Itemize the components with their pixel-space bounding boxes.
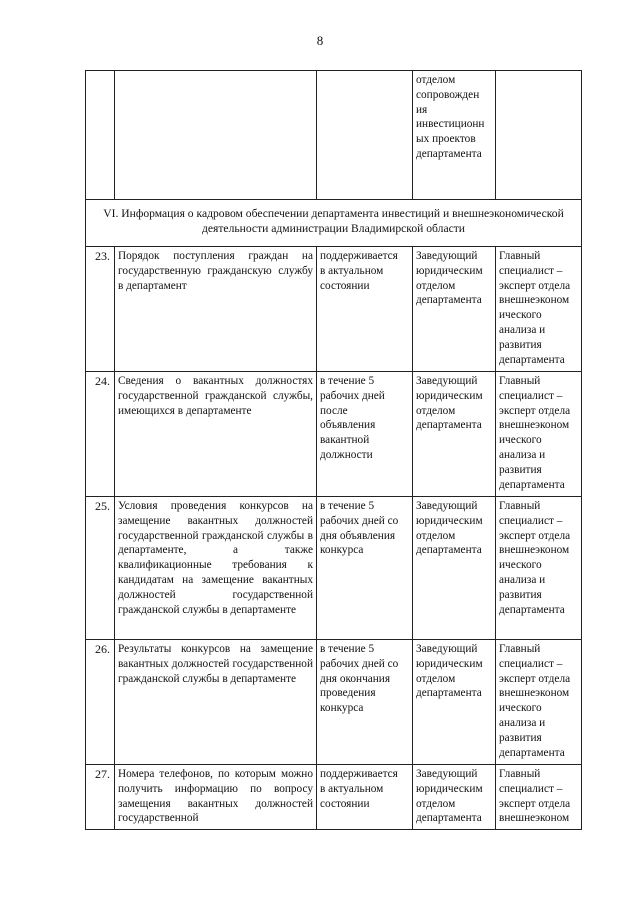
row-executor: Главный специалист – эксперт отдела внешнеэконом ического анализа и развития департамента bbox=[496, 372, 582, 497]
row-name: Условия проведения конкурсов на замещение вакантных должностей государственной гражданской службы в департаменте, а также квалификационные требования к кандидатам на замещение вакантных должностей государственной гражданской службы в департаменте bbox=[115, 497, 317, 640]
table-row bbox=[86, 640, 582, 765]
row-name: Порядок поступления граждан на государственную гражданскую службу в департамент bbox=[115, 247, 317, 372]
row-term: в течение 5 рабочих дней со дня окончания проведения конкурса bbox=[317, 640, 413, 765]
row-name: Сведения о вакантных должностях государственной гражданской службы, имеющихся в департаменте bbox=[115, 372, 317, 497]
cell-executor bbox=[496, 71, 582, 200]
row-term: поддерживается в актуальном состоянии bbox=[317, 247, 413, 372]
information-table bbox=[85, 70, 582, 830]
row-responsible: Заведующий юридическим отделом департамента bbox=[413, 247, 496, 372]
row-responsible: Заведующий юридическим отделом департамента bbox=[413, 372, 496, 497]
row-responsible: Заведующий юридическим отделом департамента bbox=[413, 497, 496, 640]
cell-num bbox=[86, 71, 115, 200]
row-responsible: Заведующий юридическим отделом департамента bbox=[413, 640, 496, 765]
table-row bbox=[86, 497, 582, 640]
table-row-continued bbox=[86, 71, 582, 200]
row-number: 23. bbox=[86, 247, 115, 372]
row-name: Результаты конкурсов на замещение вакантных должностей государственной гражданской службы в департаменте bbox=[115, 640, 317, 765]
row-executor: Главный специалист – эксперт отдела внешнеэконом ического анализа и развития департамента bbox=[496, 497, 582, 640]
table-row bbox=[86, 372, 582, 497]
row-term: поддерживается в актуальном состоянии bbox=[317, 765, 413, 830]
row-responsible: Заведующий юридическим отделом департамента bbox=[413, 765, 496, 830]
row-term: в течение 5 рабочих дней после объявления вакантной должности bbox=[317, 372, 413, 497]
cell-term bbox=[317, 71, 413, 200]
cell-responsible: отделом сопровожден ия инвестиционн ых проектов департамента bbox=[413, 71, 496, 200]
row-number: 27. bbox=[86, 765, 115, 830]
cell-name bbox=[115, 71, 317, 200]
row-executor: Главный специалист – эксперт отдела внешнеэконом bbox=[496, 765, 582, 830]
row-term: в течение 5 рабочих дней со дня объявления конкурса bbox=[317, 497, 413, 640]
row-executor: Главный специалист – эксперт отдела внешнеэконом ического анализа и развития департамента bbox=[496, 247, 582, 372]
row-name: Номера телефонов, по которым можно получить информацию по вопросу замещения вакантных должностей государственной bbox=[115, 765, 317, 830]
row-number: 26. bbox=[86, 640, 115, 765]
row-executor: Главный специалист – эксперт отдела внешнеэконом ического анализа и развития департамента bbox=[496, 640, 582, 765]
section-heading: VI. Информация о кадровом обеспечении департамента инвестиций и внешнеэкономической деятельности администрации Владимирской области bbox=[86, 200, 582, 247]
section-row bbox=[86, 200, 582, 247]
table-row bbox=[86, 247, 582, 372]
table-row bbox=[86, 765, 582, 830]
row-number: 24. bbox=[86, 372, 115, 497]
row-number: 25. bbox=[86, 497, 115, 640]
page-number: 8 bbox=[316, 33, 324, 48]
